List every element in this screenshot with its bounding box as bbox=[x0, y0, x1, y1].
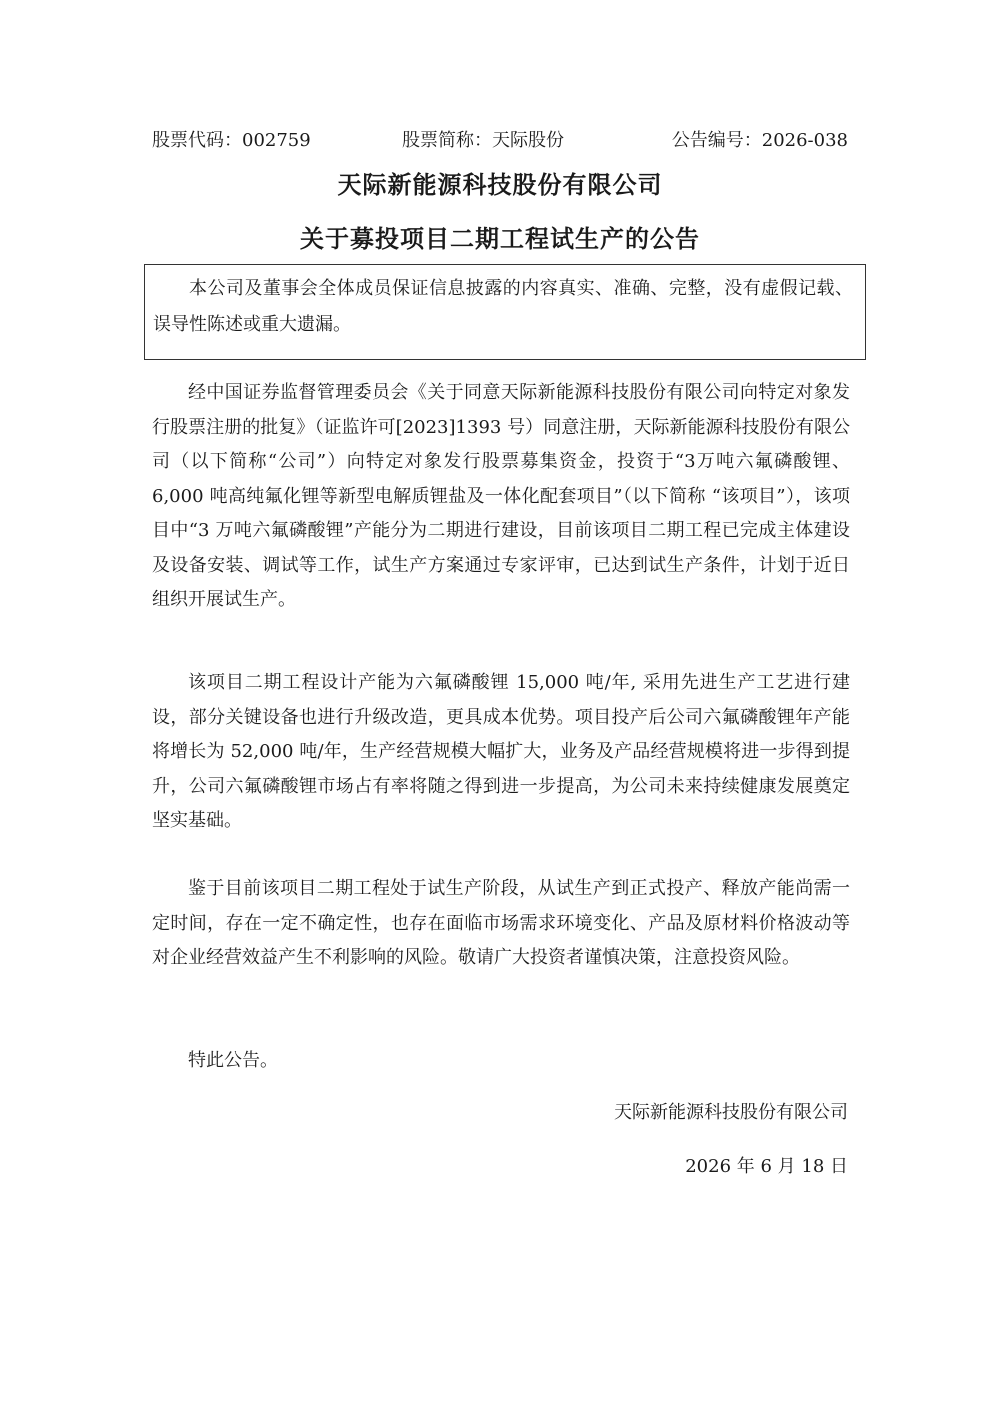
stock-name: 股票简称：天际股份 bbox=[402, 130, 564, 151]
announcement-date: 2026 年 6 月 18 日 bbox=[685, 1156, 848, 1177]
body-paragraph-1: 经中国证券监督管理委员会《关于同意天际新能源科技股份有限公司向特定对象发行股票注册的批复》（证监许可[2023]1393 号）同意注册，天际新能源科技股份有限公司（以下简称“公司”）向特定对象发行股票募集资金，投资于“3万吨六氟磷酸锂、6,000 吨高纯氟化锂等新型电解质锂盐及一体化配套项目”（以下简称 “该项目”），该项目中“3 万吨六氟磷酸锂”产能分为二期进行建设，目前该项目二期工程已完成主体建设及设备安装、调试等工作，试生产方案通过专家评审，已达到试生产条件，计划于近日组织开展试生产。 bbox=[152, 382, 850, 610]
document-header bbox=[152, 126, 848, 156]
board-statement-text: 本公司及董事会全体成员保证信息披露的内容真实、准确、完整，没有虚假记载、误导性陈述或重大遗漏。 bbox=[153, 278, 853, 335]
announcement-title: 关于募投项目二期工程试生产的公告 bbox=[300, 225, 700, 253]
stock-code: 股票代码：002759 bbox=[152, 130, 311, 151]
company-signature: 天际新能源科技股份有限公司 bbox=[614, 1102, 848, 1123]
body-paragraph-3: 鉴于目前该项目二期工程处于试生产阶段，从试生产到正式投产、释放产能尚需一定时间，存在一定不确定性，也存在面临市场需求环境变化、产品及原材料价格波动等对企业经营效益产生不利影响的风险。敬请广大投资者谨慎决策，注意投资风险。 bbox=[152, 878, 850, 968]
body-paragraph-2: 该项目二期工程设计产能为六氟磷酸锂 15,000 吨/年, 采用先进生产工艺进行建设，部分关键设备也进行升级改造，更具成本优势。项目投产后公司六氟磷酸锂年产能将增长为 52,000 吨/年，生产经营规模大幅扩大，业务及产品经营规模将进一步得到提升，公司六氟磷酸锂市场占有率将随之得到进一步提高，为公司未来持续健康发展奠定坚实基础。 bbox=[152, 672, 850, 831]
announcement-number: 公告编号：2026-038 bbox=[671, 130, 848, 151]
company-title: 天际新能源科技股份有限公司 bbox=[337, 171, 663, 199]
board-statement-box bbox=[144, 264, 866, 360]
closing-statement: 特此公告。 bbox=[188, 1050, 278, 1071]
